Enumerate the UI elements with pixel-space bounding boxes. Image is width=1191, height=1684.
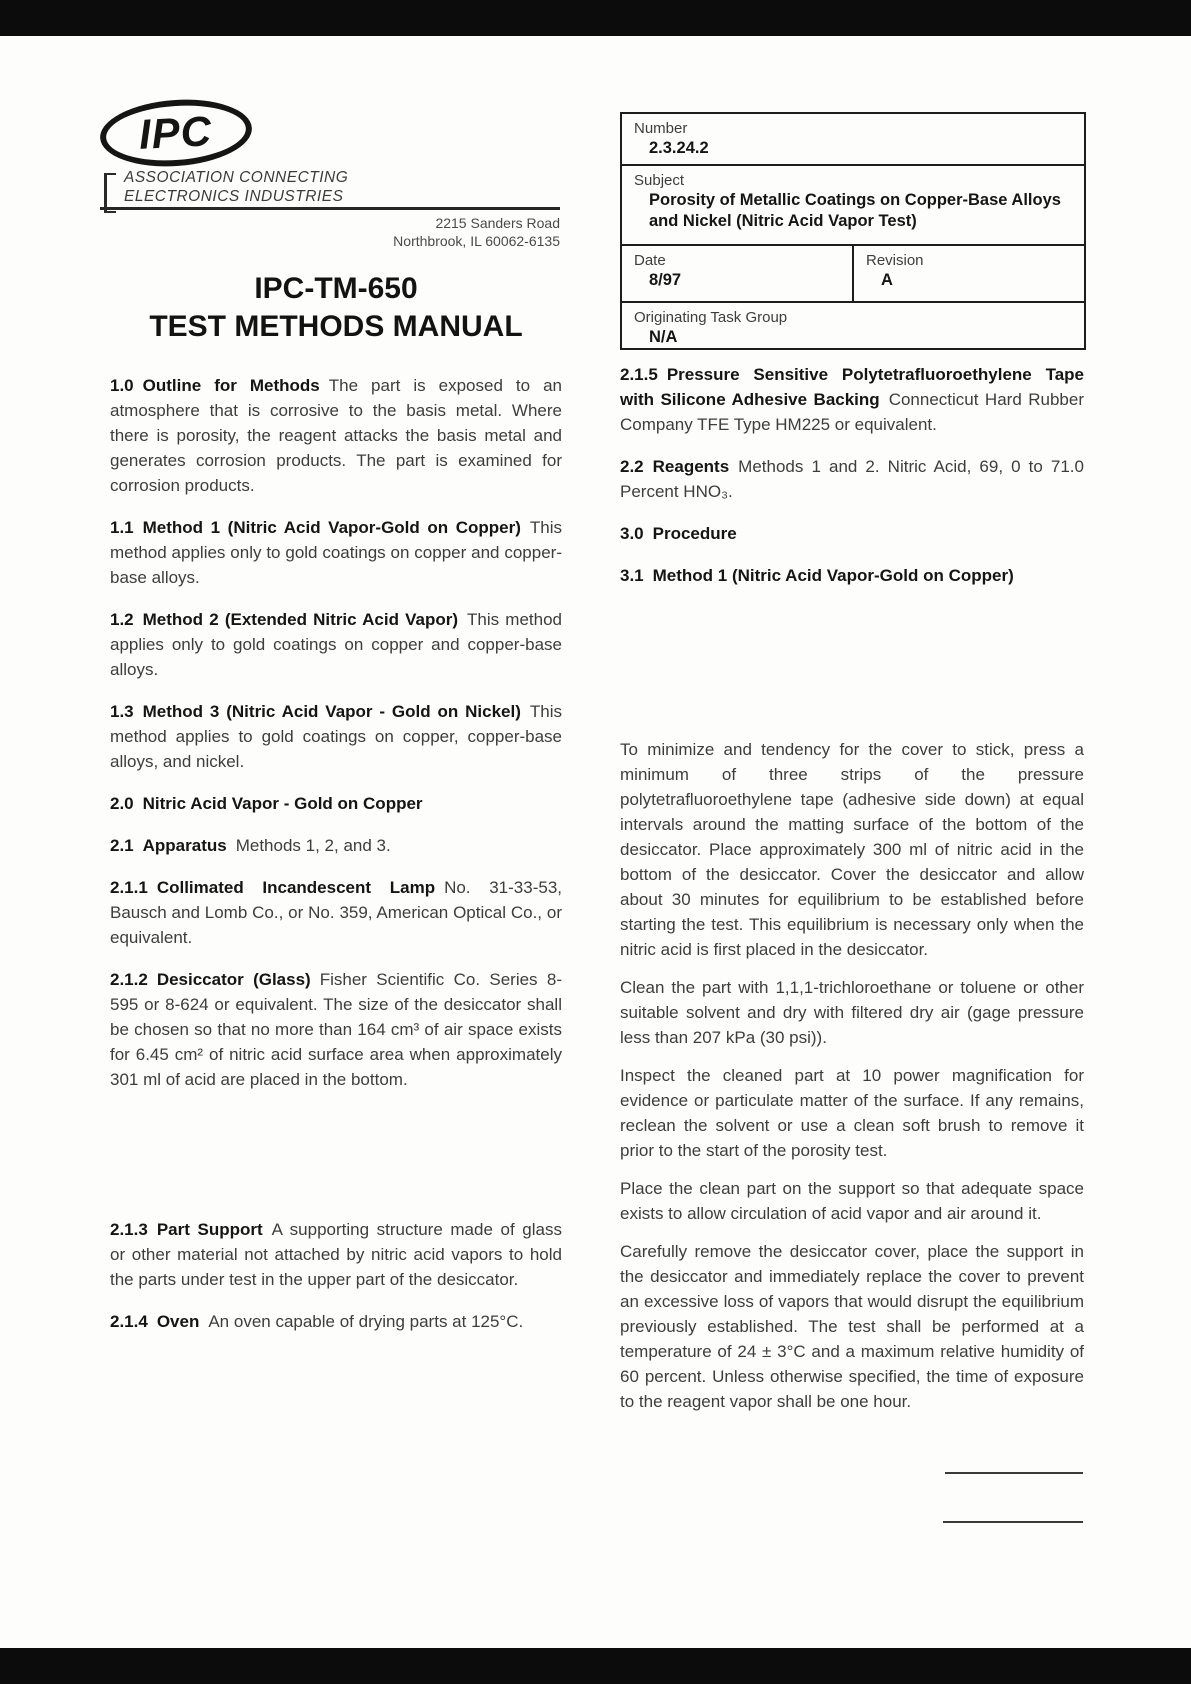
section-title: Nitric Acid Vapor - Gold on Copper <box>142 794 423 813</box>
task-group-label: Originating Task Group <box>634 309 788 326</box>
section-number: 1.1 <box>110 518 134 537</box>
section-2-1-2 <box>110 967 562 1092</box>
section-body: Connecticut Hard Rubber Company TFE Type HM225 or equivalent. <box>620 390 1085 434</box>
section-body: The part is exposed to an atmosphere that is corrosive to the basis metal. Where there is porosity, the reagent attacks the basis metal and generates corrosion products. The part is examined for corrosion products. <box>110 376 562 495</box>
section-number: 2.1.4 <box>110 1312 148 1331</box>
info-cell-revision <box>852 246 1084 301</box>
header-rule <box>100 207 560 210</box>
ipc-logo <box>98 95 254 171</box>
section-number: 1.3 <box>110 702 134 721</box>
section-body: This method applies only to gold coatings on copper and copper-base alloys. <box>110 610 562 679</box>
section-title: Part Support <box>156 1220 263 1239</box>
section-1-2 <box>110 607 562 682</box>
procedure-paragraph-4: Place the clean part on the support so that adequate space exists to allow circulation of acid vapor and air around it. <box>620 1179 1084 1223</box>
section-title: Pressure Sensitive Polytetrafluoroethylene Tape with Silicone Adhesive Backing <box>620 365 1084 409</box>
address-block <box>260 214 560 250</box>
section-number: 2.1.2 <box>110 970 148 989</box>
section-body: No. 31-33-53, Bausch and Lomb Co., or No. 359, American Optical Co., or equivalent. <box>110 878 562 947</box>
procedure-paragraph-3: Inspect the cleaned part at 10 power magnification for evidence or particulate matter of the surface. If any remains, reclean the solvent or use a clean soft brush to remove it prior to the start of the porosity test. <box>620 1066 1084 1160</box>
scan-edge-bottom <box>0 1648 1191 1684</box>
section-1-3 <box>110 699 562 774</box>
section-2-0 <box>110 791 562 816</box>
section-number: 2.1.5 <box>620 365 658 384</box>
document-title-line2: TEST METHODS MANUAL <box>149 310 523 343</box>
section-body: Methods 1, 2, and 3. <box>235 836 391 855</box>
date-label: Date <box>634 252 666 269</box>
section-number: 3.0 <box>620 524 644 543</box>
section-body: Fisher Scientific Co. Series 8-595 or 8-624 or equivalent. The size of the desiccator shall be chosen so that no more than 164 cm³ of air space exists for 6.45 cm² of nitric acid surface area when approximately 301 ml of acid are placed in the bottom. <box>110 970 562 1089</box>
right-column <box>620 362 1084 1427</box>
subject-value: Porosity of Metallic Coatings on Copper-Base Alloys and Nickel (Nitric Acid Vapor Test) <box>649 191 1061 230</box>
section-number: 3.1 <box>620 566 644 585</box>
section-title: Apparatus <box>142 836 227 855</box>
procedure-paragraph-2: Clean the part with 1,1,1-trichloroethane or toluene or other suitable solvent and dry with filtered dry air (gage pressure less than 207 kPa (30 psi)). <box>620 978 1084 1047</box>
section-title: Procedure <box>652 524 737 543</box>
subject-label: Subject <box>634 172 685 189</box>
number-value: 2.3.24.2 <box>649 139 709 157</box>
section-3-1 <box>620 563 1084 588</box>
section-title: Outline for Methods <box>142 376 320 395</box>
association-lines <box>124 168 348 206</box>
section-title: Method 2 (Extended Nitric Acid Vapor) <box>142 610 459 629</box>
document-title <box>110 270 562 346</box>
section-2-1-5 <box>620 362 1084 437</box>
section-title: Method 3 (Nitric Acid Vapor - Gold on Nickel) <box>142 702 521 721</box>
info-row-task-group <box>622 301 1084 348</box>
section-2-1-3 <box>110 1217 562 1292</box>
info-row-subject <box>622 164 1084 244</box>
section-title: Reagents <box>652 457 730 476</box>
number-label: Number <box>634 120 688 137</box>
info-row-date-revision <box>622 244 1084 301</box>
info-cell-date <box>622 246 852 301</box>
signature-line-2 <box>943 1521 1083 1523</box>
column-whitespace <box>110 1109 562 1217</box>
section-title: Oven <box>156 1312 200 1331</box>
procedure-paragraph-5: Carefully remove the desiccator cover, place the support in the desiccator and immediately replace the cover to prevent an excessive loss of vapors that would disrupt the equilibrium previously established. The test shall be performed at a temperature of 24 ± 3°C and a maximum relative humidity of 60 percent. Unless otherwise specified, the time of exposure to the reagent vapor shall be one hour. <box>620 1242 1084 1411</box>
section-number: 2.1 <box>110 836 134 855</box>
section-3-0 <box>620 521 1084 546</box>
procedure-paragraph-1: To minimize and tendency for the cover to stick, press a minimum of three strips of the pressure polytetrafluoroethylene tape (adhesive side down) at equal intervals around the matting surface of the bottom of the desiccator. Place approximately 300 ml of nitric acid in the bottom of the desiccator. Cover the desiccator and allow about 30 minutes for equilibrium to be established before starting the test. This equilibrium is necessary only when the nitric acid is first placed in the desiccator. <box>620 740 1084 959</box>
section-body: This method applies only to gold coatings on copper and copper-base alloys. <box>110 518 562 587</box>
info-row-number <box>622 114 1084 164</box>
section-1-1 <box>110 515 562 590</box>
address-line2: Northbrook, IL 60062-6135 <box>393 233 560 249</box>
section-2-1-1 <box>110 875 562 950</box>
section-number: 2.1.1 <box>110 878 148 897</box>
date-value: 8/97 <box>649 271 682 289</box>
section-number: 2.0 <box>110 794 134 813</box>
section-body: A supporting structure made of glass or other material not attached by nitric acid vapors to hold the parts under test in the upper part of the desiccator. <box>110 1220 562 1289</box>
section-title: Method 1 (Nitric Acid Vapor-Gold on Copper) <box>652 566 1014 585</box>
document-info-box <box>620 112 1086 350</box>
revision-label: Revision <box>866 252 924 269</box>
section-number: 2.1.3 <box>110 1220 148 1239</box>
section-2-2 <box>620 454 1084 504</box>
section-title: Method 1 (Nitric Acid Vapor-Gold on Copper) <box>142 518 521 537</box>
scan-edge-top <box>0 0 1191 36</box>
column-whitespace <box>620 605 1084 737</box>
task-group-value: N/A <box>649 328 678 346</box>
revision-value: A <box>881 271 893 289</box>
section-2-1 <box>110 833 562 858</box>
address-line1: 2215 Sanders Road <box>435 215 560 231</box>
ipc-logo-text: IPC <box>138 107 214 158</box>
section-body: This method applies to gold coatings on copper, copper-base alloys, and nickel. <box>110 702 562 771</box>
section-number: 1.0 <box>110 376 134 395</box>
document-title-line1: IPC-TM-650 <box>254 272 418 305</box>
section-body: An oven capable of drying parts at 125°C. <box>208 1312 524 1331</box>
section-2-1-4 <box>110 1309 562 1334</box>
association-line1: ASSOCIATION CONNECTING <box>124 169 349 186</box>
section-1-0 <box>110 373 562 498</box>
section-number: 1.2 <box>110 610 134 629</box>
section-body: Methods 1 and 2. Nitric Acid, 69, 0 to 71.0 Percent HNO₃. <box>620 457 1084 501</box>
signature-line-1 <box>945 1472 1083 1474</box>
left-column <box>110 270 562 1351</box>
association-line2: ELECTRONICS INDUSTRIES <box>124 188 344 205</box>
section-title: Desiccator (Glass) <box>156 970 311 989</box>
section-title: Collimated Incandescent Lamp <box>156 878 436 897</box>
section-number: 2.2 <box>620 457 644 476</box>
